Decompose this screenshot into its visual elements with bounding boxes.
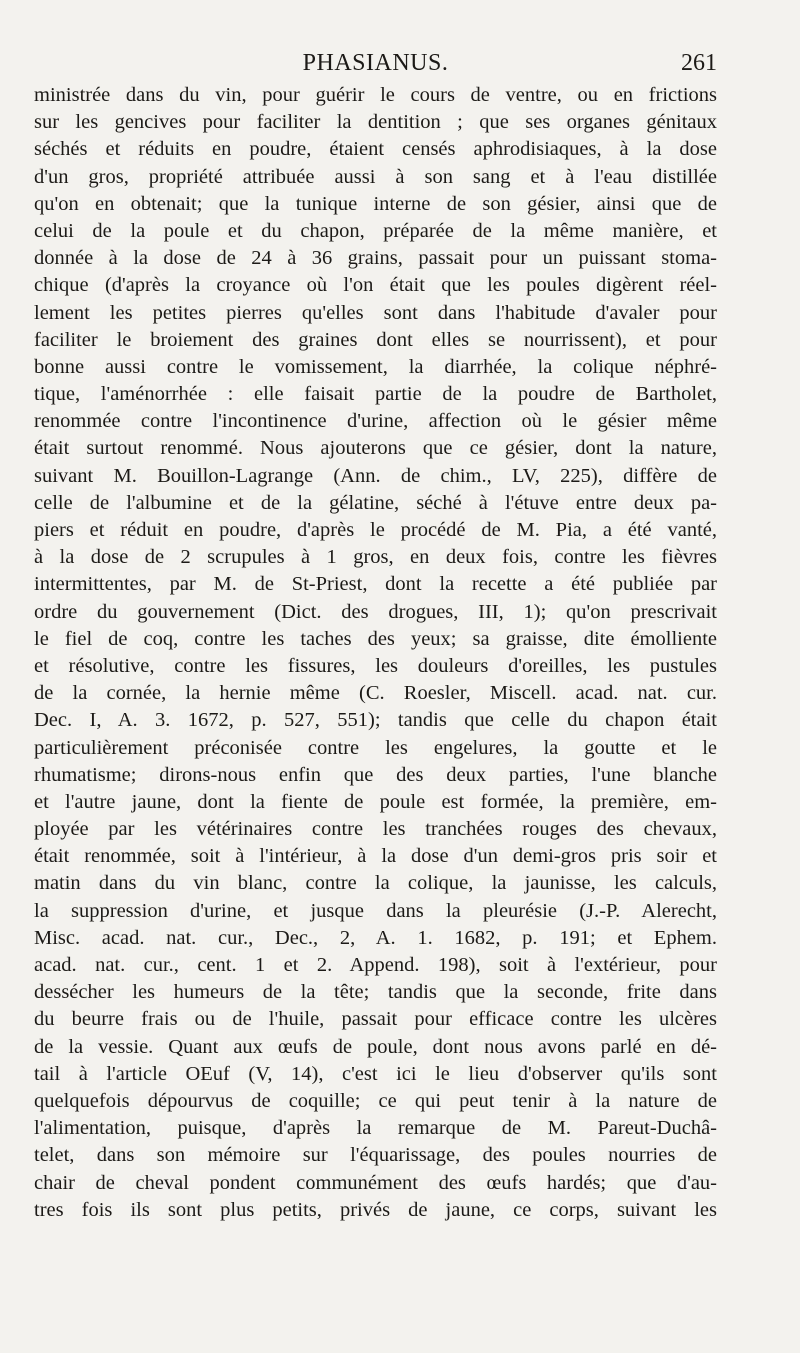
text-line: était surtout renommé. Nous ajouterons que ce gésier, dont la nature, — [34, 437, 717, 460]
running-title: PHASIANUS. — [302, 50, 449, 76]
text-line: tres fois ils sont plus petits, privés de jaune, ce corps, suivant les — [34, 1198, 717, 1221]
text-line: suivant M. Bouillon-Lagrange (Ann. de chim., LV, 225), diffère de — [34, 464, 717, 487]
text-line: de la cornée, la hernie même (C. Roesler, Miscell. acad. nat. cur. — [34, 682, 717, 705]
text-line: telet, dans son mémoire sur l'équarissage, des poules nourries de — [34, 1144, 717, 1167]
text-line: et résolutive, contre les fissures, les douleurs d'oreilles, les pustules — [34, 654, 717, 677]
text-line: Dec. I, A. 3. 1672, p. 527, 551); tandis que celle du chapon était — [34, 709, 717, 732]
text-line: à la dose de 2 scrupules à 1 gros, en deux fois, contre les fièvres — [34, 546, 717, 569]
text-line: intermittentes, par M. de St-Priest, dont la recette a été publiée par — [34, 573, 717, 596]
text-line: le fiel de coq, contre les taches des yeux; sa graisse, dite émolliente — [34, 627, 717, 650]
text-line: de la vessie. Quant aux œufs de poule, dont nous avons parlé en dé- — [34, 1035, 717, 1058]
text-line: sur les gencives pour faciliter la dentition ; que ses organes génitaux — [34, 111, 717, 134]
text-line: ministrée dans du vin, pour guérir le cours de ventre, ou en frictions — [34, 84, 717, 106]
text-line: bonne aussi contre le vomissement, la diarrhée, la colique néphré- — [34, 355, 717, 378]
text-line: renommée contre l'incontinence d'urine, affection où le gésier même — [34, 410, 717, 433]
text-line: donnée à la dose de 24 à 36 grains, passait pour un puissant stoma- — [34, 247, 717, 270]
text-line: matin dans du vin blanc, contre la colique, la jaunisse, les calculs, — [34, 872, 717, 895]
text-line: était renommée, soit à l'intérieur, à la dose d'un demi-gros pris soir et — [34, 845, 717, 868]
text-line: tail à l'article OEuf (V, 14), c'est ici le lieu d'observer qu'ils sont — [34, 1062, 717, 1085]
text-line: et l'autre jaune, dont la fiente de poule est formée, la première, em- — [34, 790, 717, 813]
text-line: acad. nat. cur., cent. 1 et 2. Append. 198), soit à l'extérieur, pour — [34, 954, 717, 976]
text-line: du beurre frais ou de l'huile, passait pour efficace contre les ulcères — [34, 1008, 717, 1031]
text-line: particulièrement préconisée contre les engelures, la goutte et le — [34, 736, 717, 759]
text-line: piers et réduit en poudre, d'après le procédé de M. Pia, a été vanté, — [34, 519, 717, 541]
text-line: lement les petites pierres qu'elles sont dans l'habitude d'avaler pour — [34, 301, 717, 324]
text-line: qu'on en obtenait; que la tunique interne de son gésier, ainsi que de — [34, 192, 717, 215]
page-number: 261 — [681, 50, 717, 76]
text-line: celle de l'albumine et de la gélatine, séché à l'étuve entre deux pa- — [34, 491, 717, 514]
text-line: rhumatisme; dirons-nous enfin que des deux parties, l'une blanche — [34, 763, 717, 786]
text-line: tique, l'aménorrhée : elle faisait partie de la poudre de Bartholet, — [34, 383, 717, 406]
text-line: ordre du gouvernement (Dict. des drogues, III, 1); qu'on prescrivait — [34, 600, 717, 623]
text-line: la suppression d'urine, et jusque dans la pleurésie (J.-P. Alerecht, — [34, 899, 717, 922]
text-line: ployée par les vétérinaires contre les tranchées rouges des chevaux, — [34, 818, 717, 841]
text-line: chair de cheval pondent communément des œufs hardés; que d'au- — [34, 1171, 717, 1194]
text-line: chique (d'après la croyance où l'on était que les poules digèrent réel- — [34, 274, 717, 297]
text-line: Misc. acad. nat. cur., Dec., 2, A. 1. 1682, p. 191; et Ephem. — [34, 926, 717, 949]
text-line: séchés et réduits en poudre, étaient censés aphrodisiaques, à la dose — [34, 138, 717, 161]
text-line: dessécher les humeurs de la tête; tandis que la seconde, frite dans — [34, 981, 717, 1004]
running-head — [34, 50, 717, 86]
text-line: quelquefois dépourvus de coquille; ce qui peut tenir à la nature de — [34, 1089, 717, 1112]
body-text — [34, 82, 717, 1224]
text-line: celui de la poule et du chapon, préparée de la même manière, et — [34, 219, 717, 242]
text-line: l'alimentation, puisque, d'après la remarque de M. Pareut-Duchâ- — [34, 1117, 717, 1140]
text-line: faciliter le broiement des graines dont elles se nourrissent), et pour — [34, 328, 717, 351]
text-line: d'un gros, propriété attribuée aussi à son sang et à l'eau distillée — [34, 165, 717, 188]
